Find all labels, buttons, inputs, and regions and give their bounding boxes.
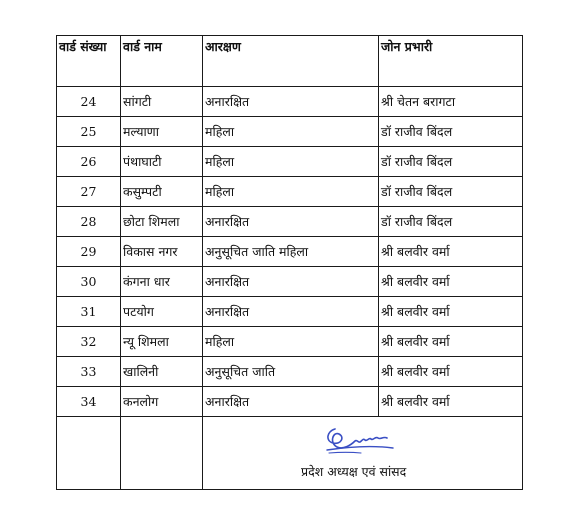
table-row [57,87,523,117]
zone-incharge: डॉ राजीव बिंदल [379,177,523,207]
header-ward-name: वार्ड नाम [121,36,203,87]
table-row [57,327,523,357]
reservation: महिला [203,117,379,147]
ward-name: विकास नगर [121,237,203,267]
header-zone-incharge: जोन प्रभारी [379,36,523,87]
ward-name: पंथाघाटी [121,147,203,177]
ward-number: 25 [57,117,121,147]
ward-number: 34 [57,387,121,417]
signature-cell [203,417,523,490]
reservation: महिला [203,177,379,207]
ward-name: खालिनी [121,357,203,387]
signature-caption: प्रदेश अध्यक्ष एवं सांसद [301,464,407,479]
ward-number: 31 [57,297,121,327]
table-row [57,147,523,177]
ward-name: कंगना धार [121,267,203,297]
zone-incharge: डॉ राजीव बिंदल [379,207,523,237]
reservation: अनारक्षित [203,267,379,297]
table-row [57,357,523,387]
ward-name: मल्याणा [121,117,203,147]
reservation: अनुसूचित जाति महिला [203,237,379,267]
zone-incharge: डॉ राजीव बिंदल [379,147,523,177]
table-row [57,117,523,147]
table-row [57,267,523,297]
ward-number: 24 [57,87,121,117]
ward-number: 26 [57,147,121,177]
zone-incharge: श्री बलवीर वर्मा [379,237,523,267]
table-row [57,387,523,417]
table-row [57,177,523,207]
empty-cell [57,417,121,490]
table-row [57,207,523,237]
ward-name: छोटा शिमला [121,207,203,237]
ward-name: कसुम्पटी [121,177,203,207]
signature-mark [321,423,401,457]
zone-incharge: श्री चेतन बरागटा [379,87,523,117]
ward-number: 30 [57,267,121,297]
ward-number: 28 [57,207,121,237]
ward-number: 33 [57,357,121,387]
zone-incharge: श्री बलवीर वर्मा [379,327,523,357]
reservation: अनारक्षित [203,87,379,117]
header-row [57,36,523,87]
zone-incharge: श्री बलवीर वर्मा [379,267,523,297]
empty-cell [121,417,203,490]
ward-name: न्यू शिमला [121,327,203,357]
reservation: अनारक्षित [203,207,379,237]
signature-row [57,417,523,490]
reservation: अनुसूचित जाति [203,357,379,387]
ward-number: 29 [57,237,121,267]
reservation: अनारक्षित [203,297,379,327]
table-row [57,237,523,267]
zone-incharge: श्री बलवीर वर्मा [379,387,523,417]
reservation: महिला [203,147,379,177]
reservation: अनारक्षित [203,387,379,417]
ward-table [56,35,523,490]
header-reservation: आरक्षण [203,36,379,87]
ward-number: 27 [57,177,121,207]
table-row [57,297,523,327]
ward-name: पटयोग [121,297,203,327]
zone-incharge: डॉ राजीव बिंदल [379,117,523,147]
ward-name: सांगटी [121,87,203,117]
reservation: महिला [203,327,379,357]
ward-name: कनलोग [121,387,203,417]
header-ward-number: वार्ड संख्या [57,36,121,87]
zone-incharge: श्री बलवीर वर्मा [379,297,523,327]
ward-number: 32 [57,327,121,357]
zone-incharge: श्री बलवीर वर्मा [379,357,523,387]
